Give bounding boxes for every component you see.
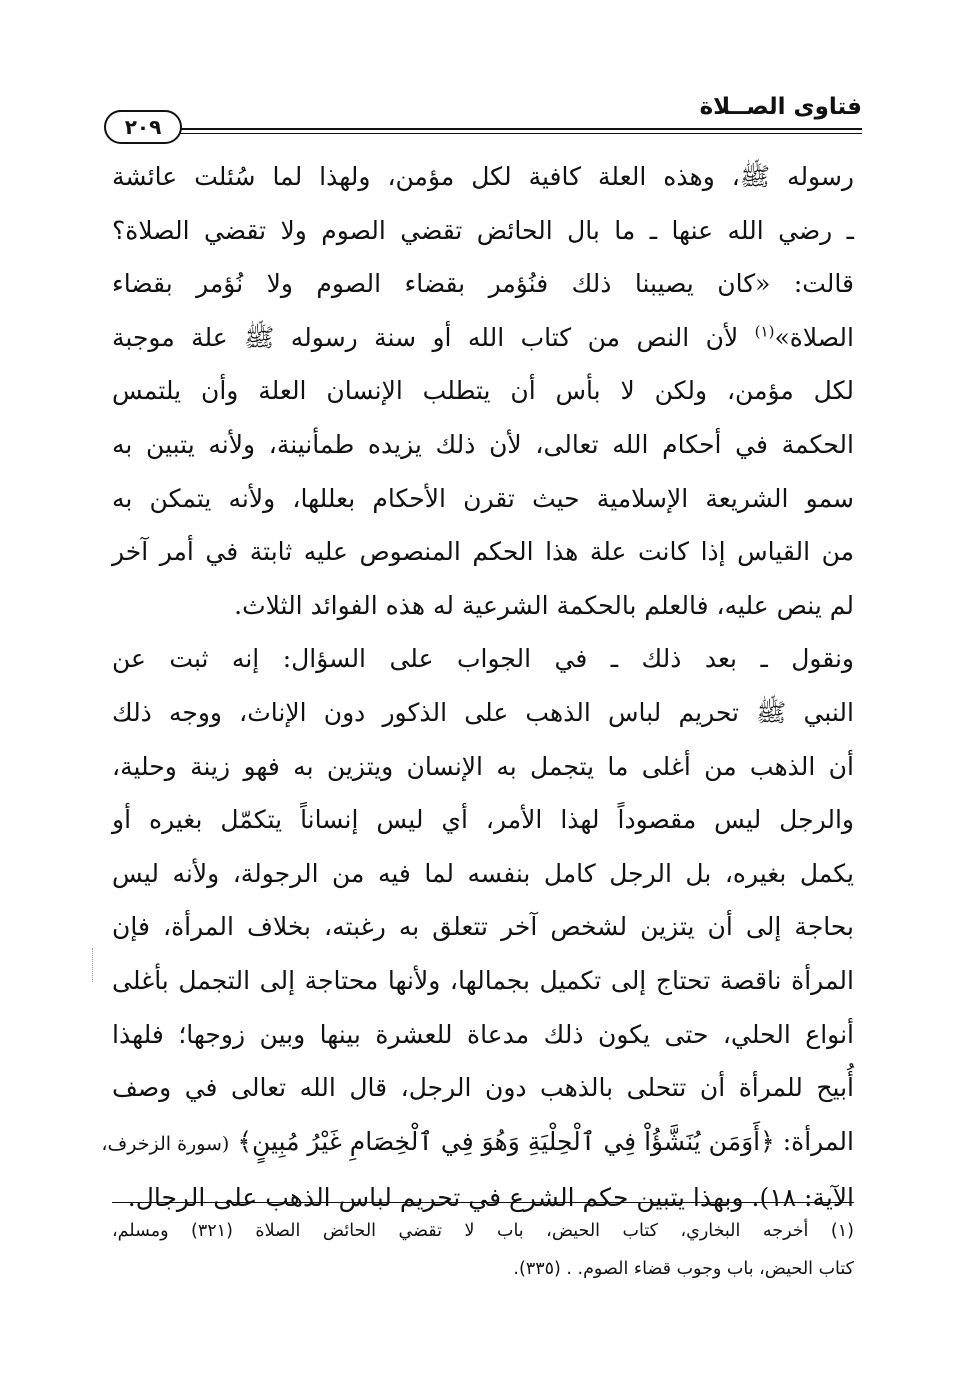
main-text — [101, 150, 854, 1225]
text-line: الحكمة في أحكام الله تعالى، لأن ذلك يزيده طمأنينة، ولأنه يتبين به — [112, 429, 854, 459]
page-number: ٢٠٩ — [104, 110, 182, 144]
text-line-with-footnote — [112, 311, 854, 365]
text-line: من القياس إذا كانت علة هذا الحكم المنصوص عليه ثابتة في أمر آخر — [112, 537, 854, 567]
text-line: بحاجة إلى أن يتزين لشخص آخر تتعلق به رغبته، بخلاف المرأة، فإن — [112, 912, 854, 942]
footnote-line: كتاب الحيض، باب وجوب قضاء الصوم. . (٣٣٥). — [513, 1259, 854, 1279]
text-fragment: الصلاة» — [774, 322, 854, 352]
header-rule-thin — [172, 133, 862, 134]
text-line: والرجل ليس مقصوداً لهذا الأمر، أي ليس إنساناً يتكمّل بغيره أو — [112, 805, 854, 835]
page-header — [92, 92, 862, 142]
quran-verse: ﴿أَوَمَن يُنَشَّؤُاْ فِي ٱلْحِلْيَةِ وَهُوَ فِي ٱلْخِصَامِ غَيْرُ مُبِينٍ﴾ — [237, 1126, 775, 1156]
text-line: الآية: ١٨). وبهذا يتبين حكم الشرع في تحريم لباس الذهب على الرجال. — [127, 1183, 854, 1213]
text-line: أنواع الحلي، حتى يكون ذلك مدعاة للعشرة بينها وبين زوجها؛ فلهذا — [112, 1019, 854, 1049]
footnote-reference: (١) — [754, 322, 775, 341]
text-line: النبي ﷺ تحريم لباس الذهب على الذكور دون الإناث، ووجه ذلك — [112, 697, 854, 727]
text-line: أُبيح للمرأة أن تتحلى بالذهب دون الرجل، قال الله تعالى في وصف — [112, 1073, 854, 1103]
footnote-rule — [112, 1202, 854, 1203]
text-line: سمو الشريعة الإسلامية حيث تقرن الأحكام بعللها، ولأنه يتمكن به — [112, 483, 854, 513]
text-fragment: المرأة: — [782, 1126, 854, 1156]
text-fragment: لأن النص من كتاب الله أو سنة رسوله ﷺ علة موجبة — [112, 322, 739, 352]
verse-citation: (سورة الزخرف، — [101, 1132, 230, 1155]
text-line: ـ رضي الله عنها ـ ما بال الحائض تقضي الصوم ولا تقضي الصلاة؟ — [112, 215, 854, 245]
margin-mark — [92, 948, 95, 982]
footnote-line: (١) أخرجه البخاري، كتاب الحيض، باب لا تقضي الحائض الصلاة (٣٢١) ومسلم، — [112, 1221, 854, 1241]
text-line: لكل مؤمن، ولكن لا بأس أن يتطلب الإنسان العلة وأن يلتمس — [112, 376, 854, 406]
text-line: يكمل بغيره، بل الرجل كامل بنفسه لما فيه من الرجولة، ولأنه ليس — [112, 858, 854, 888]
book-title: فتاوى الصــلاة — [699, 94, 862, 120]
text-line: أن الذهب من أغلى ما يتجمل به الإنسان ويتزين به فهو زينة وحلية، — [112, 751, 854, 781]
text-line: لم ينص عليه، فالعلم بالحكمة الشرعية له هذه الفوائد الثلاث. — [234, 590, 854, 620]
text-line: ونقول ـ بعد ذلك ـ في الجواب على السؤال: إنه ثبت عن — [112, 644, 854, 674]
text-line: رسوله ﷺ، وهذه العلة كافية لكل مؤمن، ولهذا لما سُئلت عائشة — [112, 162, 854, 191]
footnotes — [112, 1212, 854, 1288]
text-line-with-verse — [101, 1115, 854, 1172]
text-line: قالت: «كان يصيبنا ذلك فنُؤمر بقضاء الصوم ولا نُؤمر بقضاء — [112, 269, 854, 299]
header-rule — [172, 128, 862, 130]
text-line: المرأة ناقصة تحتاج إلى تكميل بجمالها، ولأنها محتاجة إلى التجمل بأغلى — [112, 965, 854, 995]
